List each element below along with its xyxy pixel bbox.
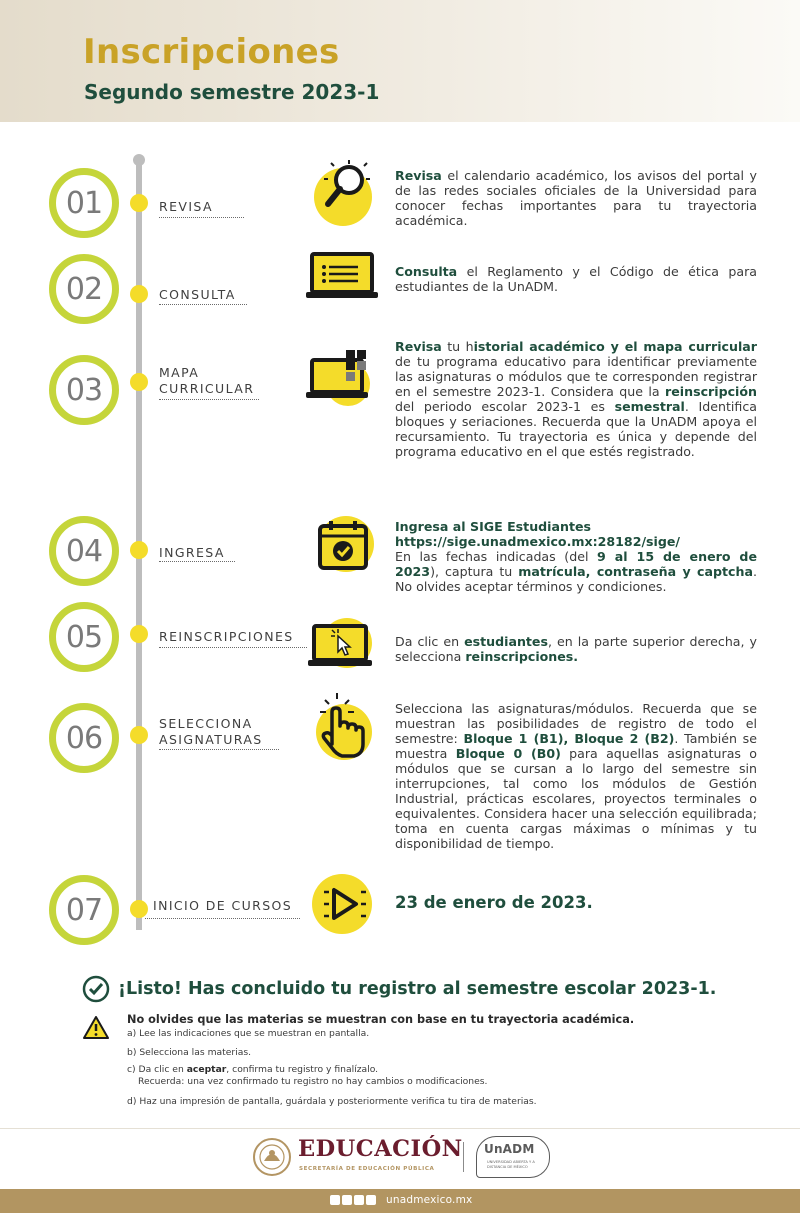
timeline-node [130,625,148,643]
step-number-ring [49,168,119,238]
step-number: 05 [65,619,103,655]
instagram-icon[interactable] [354,1195,364,1205]
hand-tap-icon [310,692,380,762]
unadm-wordmark: UnADM [484,1142,535,1156]
website-link[interactable]: unadmexico.mx [386,1194,473,1206]
step-number-ring [49,875,119,945]
timeline-node [130,194,148,212]
step-description: Revisa tu historial académico y el mapa curricular de tu programa educativo para identificar previamente las asignaturas o módulos que te corresponden registrar en el semestre 2023-1. Considera que la reinscripción del periodo escolar 2023-1 es semestral. Identifica bloques y seriaciones. Recuerda que la UnADM apoya el recursamiento. Tu trayectoria es única y depende del programa educativo en el que estés registrado. [395,339,757,459]
completion-text: ¡Listo! Has concluido tu registro al semestre escolar 2023-1. [118,979,717,999]
social-icons [330,1195,376,1205]
step-number-ring [49,355,119,425]
step-label: REVISA [159,199,213,214]
header-banner [0,0,800,122]
dotted-underline [159,647,307,648]
note-item-d: d) Haz una impresión de pantalla, guárdala y posteriormente verifica tu tira de materias. [127,1096,537,1107]
dotted-underline [159,399,259,400]
note-item-a: a) Lee las indicaciones que se muestran en pantalla. [127,1028,370,1039]
footer-bar [0,1189,800,1213]
page-subtitle: Segundo semestre 2023-1 [84,80,380,104]
dotted-underline [159,561,235,562]
edu-wordmark: EDUCACIÓN [298,1136,463,1162]
footer-divider [0,1128,800,1129]
timeline-node [130,285,148,303]
timeline-node [130,900,148,918]
step-label: MAPA CURRICULAR [159,365,255,396]
sep-seal-logo [252,1137,292,1177]
timeline-node [130,726,148,744]
dotted-underline [159,749,279,750]
step-label: CONSULTA [159,287,236,302]
step-number: 06 [65,720,103,756]
note-item-b: b) Selecciona las materias. [127,1047,252,1058]
note-item-c: c) Da clic en aceptar, confirma tu registro y finalízalo. Recuerda: una vez confirmado tu registro no hay cambios o modificaciones. [127,1064,488,1087]
step-number-ring [49,703,119,773]
magnifier-icon [312,160,382,230]
dotted-underline [145,918,300,919]
dotted-underline [159,217,244,218]
laptop-grid-icon [306,344,376,414]
step-number: 07 [65,892,103,928]
step-description: Selecciona las asignaturas/módulos. Recuerda que se muestran las posibilidades de registro de todo el semestre: Bloque 1 (B1), Bloque 2 (B2). También se muestra Bloque 0 (B0) para aquellas asignaturas o módulos que se cursan a lo largo del semestre sin interrupciones, tal como los módulos de Gestión Industrial, prácticas escolares, proyectos terminales o equivalentes. Considera hacer una selección equilibrada; toma en cuenta cargas máximas o mínimas y tu disponibilidad de tiempo. [395,701,757,851]
step-label: REINSCRIPCIONES [159,629,294,644]
dotted-underline [159,304,247,305]
logo-separator [463,1142,464,1172]
step-number-ring [49,516,119,586]
youtube-icon[interactable] [366,1195,376,1205]
step-number: 02 [65,271,103,307]
step-number: 03 [65,372,103,408]
timeline-node [130,373,148,391]
step-label: INICIO DE CURSOS [153,898,293,913]
unadm-subtitle: UNIVERSIDAD ABIERTA Y A DISTANCIA DE MÉXICO [487,1160,535,1169]
step-label: INGRESA [159,545,225,560]
step-number-ring [49,602,119,672]
laptop-document-icon [306,248,376,318]
warning-title: No olvides que las materias se muestran con base en tu trayectoria académica. [127,1013,635,1026]
timeline-start-dot [133,154,145,166]
page-title: Inscripciones [83,32,340,72]
facebook-icon[interactable] [330,1195,340,1205]
step-number: 01 [65,185,103,221]
completion-message [82,975,716,1003]
step-number-ring [49,254,119,324]
laptop-click-icon [308,614,378,684]
step-description: Consulta el Reglamento y el Código de ética para estudiantes de la UnADM. [395,264,757,294]
timeline-node [130,541,148,559]
edu-subtitle: SECRETARÍA DE EDUCACIÓN PÚBLICA [299,1166,435,1172]
course-start-date: 23 de enero de 2023. [395,893,593,912]
calendar-check-icon [312,516,382,586]
step-description: Ingresa al SIGE Estudiantes https://sige.unadmexico.mx:28182/sige/ En las fechas indicadas (del 9 al 15 de enero de 2023), captura tu matrícula, contraseña y captcha. No olvides aceptar términos y condiciones. [395,519,757,594]
step-description: Da clic en estudiantes, en la parte superior derecha, y selecciona reinscripciones. [395,634,757,664]
play-icon [312,870,382,940]
step-number: 04 [65,533,103,569]
step-description: Revisa el calendario académico, los avisos del portal y de las redes sociales oficiales de la Universidad para conocer fechas importantes para tu trayectoria académica. [395,168,757,228]
check-circle-icon [82,975,110,1003]
twitter-icon[interactable] [342,1195,352,1205]
warning-icon [82,1015,110,1041]
step-label: SELECCIONA ASIGNATURAS [159,716,263,747]
